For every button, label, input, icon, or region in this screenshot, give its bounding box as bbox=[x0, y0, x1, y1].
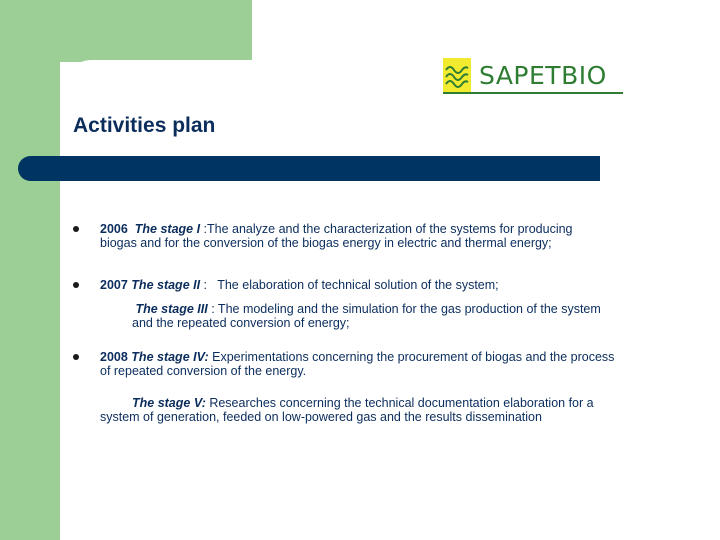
page-title: Activities plan bbox=[73, 114, 216, 137]
item-stage: The stage V: bbox=[132, 396, 206, 410]
title-divider-bar bbox=[18, 156, 600, 181]
list-item bbox=[132, 302, 622, 330]
list-item bbox=[100, 396, 620, 424]
item-year: 2008 bbox=[100, 350, 128, 364]
waves-icon bbox=[443, 58, 471, 93]
bullet-icon bbox=[73, 226, 79, 232]
item-stage: The stage I bbox=[134, 222, 201, 236]
item-stage: The stage II bbox=[131, 278, 201, 292]
item-text: The analyze and the characterization of the systems for producing biogas and for the conversion of the biogas energy in electric and thermal energy; bbox=[100, 222, 573, 250]
item-year: 2007 bbox=[100, 278, 128, 292]
bullet-icon bbox=[73, 354, 79, 360]
list-item bbox=[100, 278, 600, 292]
logo-text: SAPETBIO bbox=[479, 60, 607, 90]
bullet-icon bbox=[73, 282, 79, 288]
item-sep: : bbox=[207, 302, 215, 316]
item-text: The elaboration of technical solution of the system; bbox=[207, 278, 499, 292]
item-text: Experimentations concerning the procurement of biogas and the process of repeated conversion of the energy. bbox=[100, 350, 615, 378]
item-stage: The stage IV: bbox=[131, 350, 209, 364]
green-side-strip bbox=[0, 0, 60, 540]
logo-underline bbox=[443, 92, 623, 94]
item-sep: : bbox=[200, 278, 208, 292]
item-year: 2006 bbox=[100, 222, 128, 236]
list-item bbox=[100, 350, 620, 378]
sapetbio-logo bbox=[443, 57, 607, 93]
list-item bbox=[100, 222, 600, 250]
item-text: The modeling and the simulation for the gas production of the system and the repeated conversion of energy; bbox=[132, 302, 601, 330]
item-text: Researches concerning the technical documentation elaboration for a system of generation, feeded on low-powered gas and the results dissemination bbox=[100, 396, 594, 424]
item-stage: The stage III bbox=[135, 302, 208, 316]
item-sep: : bbox=[200, 222, 208, 236]
